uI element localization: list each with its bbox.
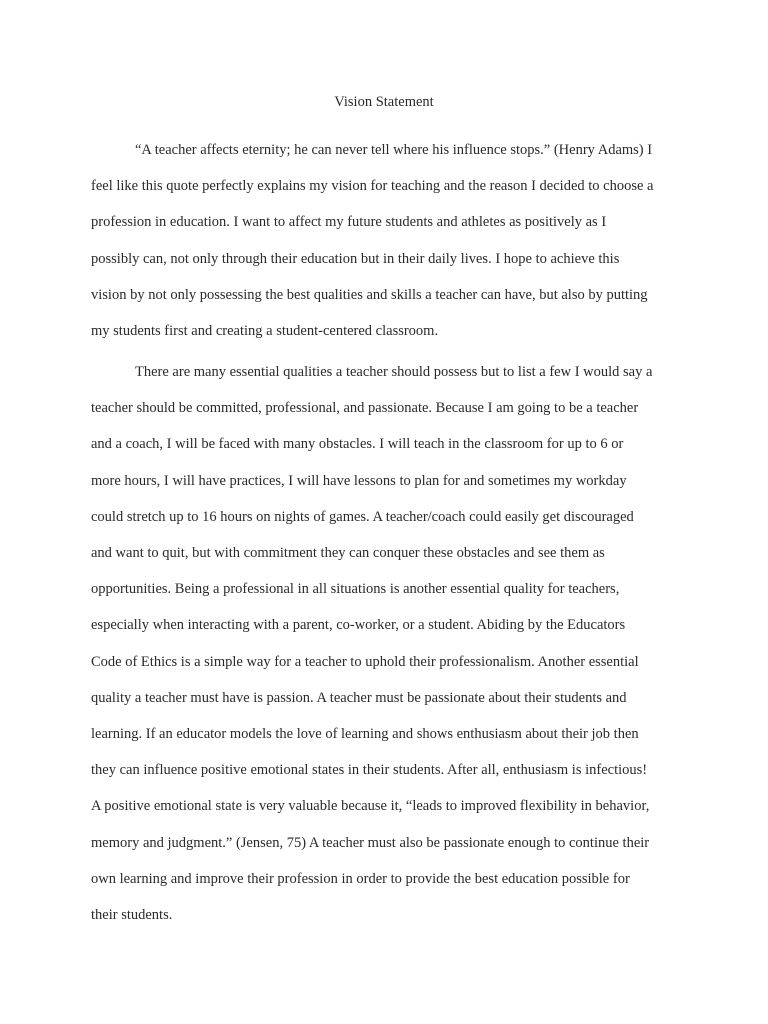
paragraph-line: memory and judgment.” (Jensen, 75) A teacher must also be passionate enough to continue their — [91, 834, 650, 851]
paragraph-line: and a coach, I will be faced with many obstacles. I will teach in the classroom for up to 6 or — [91, 436, 624, 453]
paragraph-line: learning. If an educator models the love of learning and shows enthusiasm about their job then — [91, 726, 639, 743]
paragraph-line: possibly can, not only through their education but in their daily lives. I hope to achieve this — [91, 250, 620, 267]
paragraph-line: vision by not only possessing the best qualities and skills a teacher can have, but also by putting — [91, 286, 648, 303]
paragraph-line: quality a teacher must have is passion. A teacher must be passionate about their students and — [91, 689, 627, 706]
paragraph-line: opportunities. Being a professional in all situations is another essential quality for teachers, — [91, 581, 620, 598]
paragraph-line: could stretch up to 16 hours on nights of games. A teacher/coach could easily get discouraged — [91, 508, 634, 525]
paragraph-line: they can influence positive emotional states in their students. After all, enthusiasm is infectious! — [91, 762, 648, 779]
paragraph-line: A positive emotional state is very valuable because it, “leads to improved flexibility in behavior, — [91, 798, 650, 815]
paragraph-line: Code of Ethics is a simple way for a teacher to uphold their professionalism. Another essential — [91, 653, 639, 670]
paragraph-line: feel like this quote perfectly explains my vision for teaching and the reason I decided to choose a — [91, 178, 654, 195]
paragraph-line: their students. — [91, 907, 173, 924]
paragraph-line: teacher should be committed, professional, and passionate. Because I am going to be a teacher — [91, 400, 639, 417]
paragraph-line: There are many essential qualities a teacher should possess but to list a few I would say a — [135, 364, 653, 380]
paragraph-line: especially when interacting with a parent, co-worker, or a student. Abiding by the Educators — [91, 617, 626, 634]
document-title: Vision Statement — [334, 94, 434, 110]
paragraph-line: and want to quit, but with commitment they can conquer these obstacles and see them as — [91, 545, 605, 562]
paragraph-2 — [91, 354, 677, 933]
paragraph-line: profession in education. I want to affect my future students and athletes as positively as I — [91, 214, 607, 231]
paragraph-line: own learning and improve their profession in order to provide the best education possible for — [91, 870, 630, 887]
paragraph-1 — [91, 132, 677, 349]
paragraph-line: “A teacher affects eternity; he can never tell where his influence stops.” (Henry Adams) I — [135, 142, 653, 158]
paragraph-line: more hours, I will have practices, I will have lessons to plan for and sometimes my workday — [91, 472, 627, 489]
paragraph-line: my students first and creating a student-centered classroom. — [91, 323, 439, 340]
